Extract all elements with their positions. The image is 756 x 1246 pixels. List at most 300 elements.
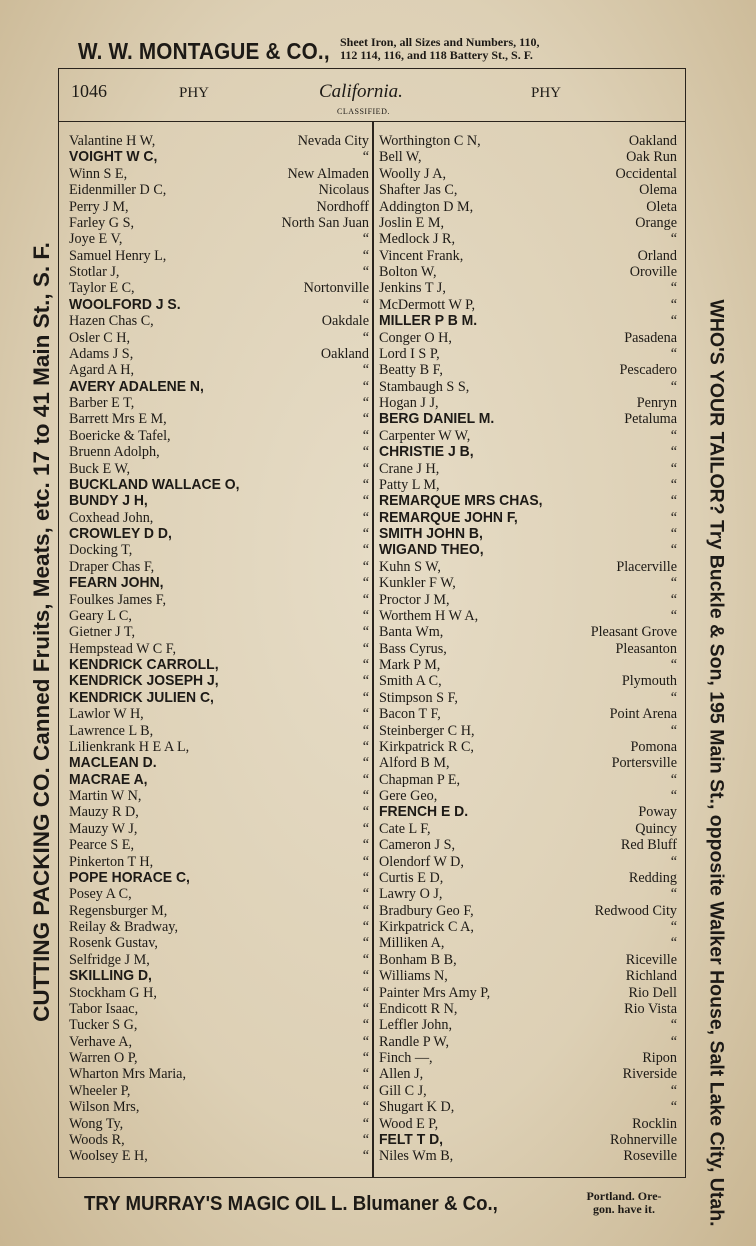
listing-name: Stambaugh S S, [379, 378, 470, 395]
bottom-ad-text: TRY MURRAY'S MAGIC OIL L. Blumaner & Co., [84, 1192, 498, 1215]
listing-row [69, 821, 369, 837]
listing-row [69, 673, 369, 689]
listing-place: Oakland [320, 345, 369, 362]
listing-row [69, 1001, 369, 1017]
listing-name: Leffler John, [379, 1017, 453, 1034]
listing-name: Wheeler P, [69, 1082, 131, 1099]
listing-row [69, 182, 369, 198]
listing-name: Posey A C, [69, 886, 132, 903]
listing-place: “ [670, 722, 677, 739]
listing-row [69, 264, 369, 280]
listing-place: “ [362, 919, 369, 935]
listing-row [379, 346, 677, 362]
listing-row [379, 821, 677, 837]
listing-row [379, 428, 677, 444]
listing-place: Orland [637, 247, 677, 264]
listing-place: “ [362, 378, 369, 395]
listing-place: Red Bluff [620, 837, 677, 854]
listing-row [69, 133, 369, 149]
listing-row [69, 772, 369, 788]
listing-place: “ [362, 1050, 369, 1066]
listing-name: Martin W N, [69, 788, 142, 804]
listing-name: Vincent Frank, [379, 247, 464, 264]
listing-place: Nordhoff [316, 198, 369, 215]
listing-name: Wong Ty, [69, 1115, 124, 1132]
listing-place: “ [362, 509, 369, 526]
listing-row [379, 231, 677, 247]
listing-name: CROWLEY D D, [69, 525, 172, 542]
listing-name: Conger O H, [379, 329, 452, 346]
listing-name: Mauzy R D, [69, 804, 139, 821]
listing-row [379, 1034, 677, 1050]
listing-name: Stimpson S F, [379, 689, 458, 706]
listing-name: Mark P M, [379, 657, 441, 673]
listing-row [379, 723, 677, 739]
left-column [69, 133, 369, 1165]
listing-name: Milliken A, [379, 935, 445, 952]
listing-place: Riceville [625, 951, 677, 968]
listing-place: “ [670, 542, 677, 559]
listing-name: Allen J, [379, 1066, 424, 1083]
listing-place: “ [362, 788, 369, 804]
listing-row [69, 935, 369, 951]
listing-name: Lilienkrank H E A L, [69, 738, 190, 755]
listing-place: “ [362, 804, 369, 821]
listing-row [379, 1083, 677, 1099]
listing-place: “ [670, 280, 677, 297]
listing-row [69, 575, 369, 591]
listing-row [69, 510, 369, 526]
listing-name: Reilay & Bradway, [69, 919, 179, 935]
listing-name: Finch —, [379, 1050, 433, 1066]
listing-name: Williams N, [379, 968, 448, 985]
listing-row [379, 313, 677, 329]
listing-row [379, 559, 677, 575]
listing-row [379, 1017, 677, 1033]
listing-row [69, 428, 369, 444]
listing-name: Barber E T, [69, 395, 135, 411]
listing-place: “ [362, 264, 369, 280]
listing-frame [58, 68, 686, 1178]
listing-row [69, 444, 369, 460]
listing-name: CHRISTIE J B, [379, 443, 474, 461]
listing-name: Lawrence L B, [69, 722, 154, 739]
listing-place: “ [670, 460, 677, 477]
listing-row [69, 968, 369, 984]
listing-place: Redding [628, 869, 677, 886]
bottom-ad-line2: gon. have it. [592, 1202, 655, 1216]
listing-place: Occidental [615, 165, 677, 182]
listing-place: “ [362, 951, 369, 968]
listing-name: SKILLING D, [69, 967, 152, 985]
listing-name: Worthem H W A, [379, 607, 479, 624]
listing-name: Endicott R N, [379, 1000, 458, 1017]
listing-place: “ [670, 1082, 677, 1099]
listing-row [379, 657, 677, 673]
column-divider [372, 121, 374, 1177]
listing-place: “ [362, 444, 369, 461]
listing-place: Orange [635, 214, 677, 231]
listing-name: Bradbury Geo F, [379, 902, 474, 919]
listing-name: Tucker S G, [69, 1017, 138, 1034]
listing-place: “ [362, 902, 369, 919]
listing-name: Bell W, [379, 149, 422, 166]
listing-name: REMARQUE MRS CHAS, [379, 492, 543, 510]
listing-place: “ [670, 526, 677, 542]
page-header [59, 69, 685, 122]
header-subtitle: CLASSIFIED. [337, 107, 390, 116]
listing-row [379, 1132, 677, 1148]
listing-place: “ [362, 722, 369, 739]
listing-row [379, 804, 677, 820]
listing-row [379, 330, 677, 346]
listing-row [69, 346, 369, 362]
listing-row [379, 592, 677, 608]
listing-name: Winn S E, [69, 165, 128, 182]
listing-row [69, 837, 369, 853]
listing-place: “ [670, 575, 677, 592]
listing-name: BERG DANIEL M. [379, 410, 495, 428]
listing-place: “ [670, 935, 677, 952]
listing-name: Shafter Jas C, [379, 182, 458, 199]
listing-place: “ [670, 231, 677, 248]
listing-name: Gill C J, [379, 1082, 427, 1099]
listing-place: “ [670, 607, 677, 624]
listing-row [379, 199, 677, 215]
listing-name: Jenkins T J, [379, 280, 446, 297]
listing-place: “ [362, 247, 369, 264]
listing-row [69, 739, 369, 755]
listing-name: FEARN JOHN, [69, 574, 164, 592]
listing-place: “ [670, 1033, 677, 1050]
listing-name: KENDRICK JOSEPH J, [69, 672, 219, 690]
listing-row [379, 444, 677, 460]
listing-row [69, 657, 369, 673]
header-right-code: PHY [531, 85, 562, 101]
listing-place: Olema [639, 182, 677, 199]
listing-row [379, 379, 677, 395]
listing-name: Joye E V, [69, 231, 123, 248]
listing-place: Rocklin [632, 1115, 677, 1132]
listing-row [69, 624, 369, 640]
listing-name: Pinkerton T H, [69, 853, 154, 870]
listing-name: Bass Cyrus, [379, 640, 447, 657]
listing-place: “ [670, 509, 677, 526]
listing-place: “ [670, 444, 677, 461]
listing-place: Riverside [622, 1066, 677, 1083]
listing-place: Petaluma [624, 411, 677, 428]
listing-place: “ [670, 788, 677, 804]
listing-row [69, 1083, 369, 1099]
listing-row [379, 739, 677, 755]
listing-name: WOOLFORD J S. [69, 295, 181, 313]
listing-name: Regensburger M, [69, 902, 168, 919]
listing-place: “ [670, 476, 677, 493]
listing-place: “ [670, 689, 677, 706]
listing-place: “ [362, 296, 369, 313]
listing-place: “ [362, 738, 369, 755]
listing-row [379, 870, 677, 886]
listing-place: “ [362, 853, 369, 870]
listing-row [379, 395, 677, 411]
listing-name: Painter Mrs Amy P, [379, 984, 491, 1001]
listing-row [379, 886, 677, 902]
listing-place: Point Arena [609, 706, 677, 723]
listing-name: Shugart K D, [379, 1099, 455, 1116]
listing-place: Portersville [611, 755, 677, 772]
listing-row [69, 362, 369, 378]
listing-row [379, 477, 677, 493]
listing-row [69, 952, 369, 968]
listing-name: Rosenk Gustav, [69, 935, 158, 952]
listing-row [69, 1034, 369, 1050]
listing-name: Bonham B B, [379, 951, 457, 968]
listing-name: Bacon T F, [379, 706, 441, 723]
listing-row [69, 248, 369, 264]
listing-name: Chapman P E, [379, 771, 461, 788]
listing-row [69, 919, 369, 935]
listing-row [69, 1066, 369, 1082]
listing-place: Poway [638, 804, 677, 821]
listing-row [69, 477, 369, 493]
listing-place: Pleasant Grove [590, 624, 677, 641]
listing-row [69, 166, 369, 182]
top-ad-company: W. W. MONTAGUE & CO., [78, 37, 330, 64]
listing-name: Stockham G H, [69, 984, 157, 1001]
page-number: 1046 [71, 81, 107, 101]
listing-row [379, 1148, 677, 1164]
listing-place: Oakdale [321, 313, 369, 330]
listing-place: “ [362, 968, 369, 985]
listing-name: Mauzy W J, [69, 820, 138, 837]
listing-row [69, 592, 369, 608]
listing-place: “ [362, 1148, 369, 1165]
listing-name: Barrett Mrs E M, [69, 411, 167, 428]
listing-place: “ [362, 476, 369, 493]
listing-place: Oak Run [626, 149, 677, 166]
listing-place: “ [362, 1017, 369, 1034]
listing-row [69, 903, 369, 919]
listing-place: “ [362, 362, 369, 379]
listing-name: Kuhn S W, [379, 558, 441, 575]
listing-name: MILLER P B M. [379, 312, 478, 330]
listing-row [379, 166, 677, 182]
listing-place: “ [362, 149, 369, 166]
listing-name: KENDRICK JULIEN C, [69, 688, 214, 706]
listing-place: New Almaden [287, 165, 369, 182]
listing-row [379, 264, 677, 280]
listing-place: “ [362, 493, 369, 510]
listing-name: Curtis E D, [379, 869, 444, 886]
listing-row [379, 755, 677, 771]
listing-name: SMITH JOHN B, [379, 525, 483, 542]
listing-name: Hazen Chas C, [69, 313, 154, 330]
listing-row [69, 313, 369, 329]
listing-name: Osler C H, [69, 329, 131, 346]
listing-row [69, 804, 369, 820]
listing-row [379, 493, 677, 509]
listing-name: Beatty B F, [379, 362, 443, 379]
listing-row [69, 526, 369, 542]
listing-place: “ [670, 296, 677, 313]
listing-place: Redwood City [594, 902, 677, 919]
listing-name: Tabor Isaac, [69, 1000, 139, 1017]
listing-name: Joslin E M, [379, 214, 445, 231]
listing-name: Woods R, [69, 1131, 125, 1148]
listing-name: Lawlor W H, [69, 706, 144, 723]
listing-row [69, 1099, 369, 1115]
listing-row [379, 985, 677, 1001]
listing-name: VOIGHT W C, [69, 148, 158, 166]
listing-place: “ [362, 1082, 369, 1099]
listing-row [69, 461, 369, 477]
listing-place: “ [362, 886, 369, 903]
listing-row [69, 199, 369, 215]
listing-row [379, 542, 677, 558]
listing-place: “ [362, 427, 369, 444]
listing-name: Addington D M, [379, 198, 474, 215]
listing-place: “ [362, 575, 369, 592]
listing-name: Hogan J J, [379, 395, 439, 411]
listing-place: “ [670, 657, 677, 673]
listing-name: Woolly J A, [379, 165, 447, 182]
listing-name: Carpenter W W, [379, 427, 471, 444]
listing-name: Verhave A, [69, 1033, 133, 1050]
listing-name: Gietner J T, [69, 624, 136, 641]
listing-name: Boericke & Tafel, [69, 427, 171, 444]
listing-row [379, 411, 677, 427]
listing-name: Geary L C, [69, 607, 132, 624]
top-ad-details [340, 36, 539, 62]
listing-place: Richland [625, 968, 677, 985]
listing-place: Placerville [616, 558, 677, 575]
listing-name: Taylor E C, [69, 280, 135, 297]
listing-name: Olendorf W D, [379, 853, 464, 870]
listing-name: Banta Wm, [379, 624, 444, 641]
listing-row [69, 608, 369, 624]
listing-place: Nicolaus [318, 182, 369, 199]
listing-name: Kunkler F W, [379, 575, 456, 592]
header-left-code: PHY [179, 85, 210, 101]
listing-row [69, 215, 369, 231]
listing-row [379, 690, 677, 706]
listing-place: Rio Vista [624, 1000, 677, 1017]
listing-row [379, 248, 677, 264]
listing-name: Lawry O J, [379, 886, 443, 903]
listing-row [379, 182, 677, 198]
listing-place: “ [362, 1115, 369, 1132]
listing-place: Roseville [623, 1148, 677, 1165]
listing-place: “ [362, 231, 369, 248]
listing-place: Pasadena [624, 329, 677, 346]
listing-place: Pomona [630, 738, 677, 755]
listing-place: “ [670, 853, 677, 870]
listing-place: “ [362, 935, 369, 952]
listing-name: POPE HORACE C, [69, 868, 190, 886]
listing-name: REMARQUE JOHN F, [379, 508, 518, 526]
listing-place: Penryn [636, 395, 677, 411]
listing-row [379, 526, 677, 542]
listing-row [379, 673, 677, 689]
listing-place: Nortonville [303, 280, 369, 297]
listing-name: Foulkes James F, [69, 591, 166, 608]
listing-name: Wilson Mrs, [69, 1099, 140, 1116]
listing-name: Niles Wm B, [379, 1148, 454, 1165]
listing-place: “ [362, 329, 369, 346]
listing-row [379, 1099, 677, 1115]
listing-name: Selfridge J M, [69, 951, 150, 968]
listing-row [379, 837, 677, 853]
listing-name: WIGAND THEO, [379, 541, 484, 559]
listing-name: Stotlar J, [69, 264, 120, 280]
listing-row [379, 935, 677, 951]
listing-place: Oakland [628, 133, 677, 149]
listing-name: Hempstead W C F, [69, 640, 177, 657]
listing-place: “ [362, 1000, 369, 1017]
listing-row [379, 1001, 677, 1017]
listing-row [379, 772, 677, 788]
listing-name: McDermott W P, [379, 296, 476, 313]
listing-place: “ [362, 591, 369, 608]
listing-name: MACRAE A, [69, 770, 148, 788]
listing-place: “ [670, 493, 677, 510]
right-margin-advertisement: WHO'S YOUR TAILOR? Try Buckle & Son, 195 Main St., opposite Walker House, Salt Lake City, Utah. [705, 299, 728, 1227]
listing-name: Eidenmiller D C, [69, 182, 167, 199]
listing-name: Patty L M, [379, 476, 440, 493]
listing-row [69, 493, 369, 509]
listing-name: Proctor J M, [379, 591, 450, 608]
listing-place: “ [670, 771, 677, 788]
listing-place: Oleta [646, 198, 677, 215]
listing-row [379, 624, 677, 640]
right-column [379, 133, 677, 1165]
listing-row [69, 330, 369, 346]
listing-place: Pescadero [619, 362, 677, 379]
listing-name: Kirkpatrick C A, [379, 919, 474, 935]
listing-place: “ [670, 1099, 677, 1116]
listing-place: “ [670, 591, 677, 608]
listing-place: North San Juan [281, 214, 369, 231]
listing-place: Rio Dell [628, 984, 677, 1001]
listing-place: “ [362, 1066, 369, 1083]
listing-row [69, 231, 369, 247]
listing-place: “ [362, 689, 369, 706]
listing-name: FRENCH E D. [379, 803, 469, 821]
listing-row [69, 1017, 369, 1033]
top-advertisement [78, 36, 688, 66]
listing-row [379, 280, 677, 296]
listing-place: “ [670, 886, 677, 903]
listing-name: Wood E P, [379, 1115, 439, 1132]
listing-name: KENDRICK CARROLL, [69, 656, 219, 673]
listing-row [379, 854, 677, 870]
listing-place: “ [362, 771, 369, 788]
listing-name: Lord I S P, [379, 345, 440, 362]
listing-name: Pearce S E, [69, 837, 135, 854]
top-ad-line1: Sheet Iron, all Sizes and Numbers, 110, [340, 35, 540, 49]
listing-name: Cameron J S, [379, 837, 456, 854]
bottom-advertisement [84, 1190, 684, 1222]
listing-row [69, 690, 369, 706]
listing-row [69, 379, 369, 395]
listing-place: “ [362, 1099, 369, 1116]
listing-name: FELT T D, [379, 1130, 444, 1148]
listing-row [379, 362, 677, 378]
listing-place: “ [670, 427, 677, 444]
listing-name: AVERY ADALENE N, [69, 377, 204, 395]
listing-place: “ [362, 869, 369, 886]
listing-place: “ [362, 640, 369, 657]
